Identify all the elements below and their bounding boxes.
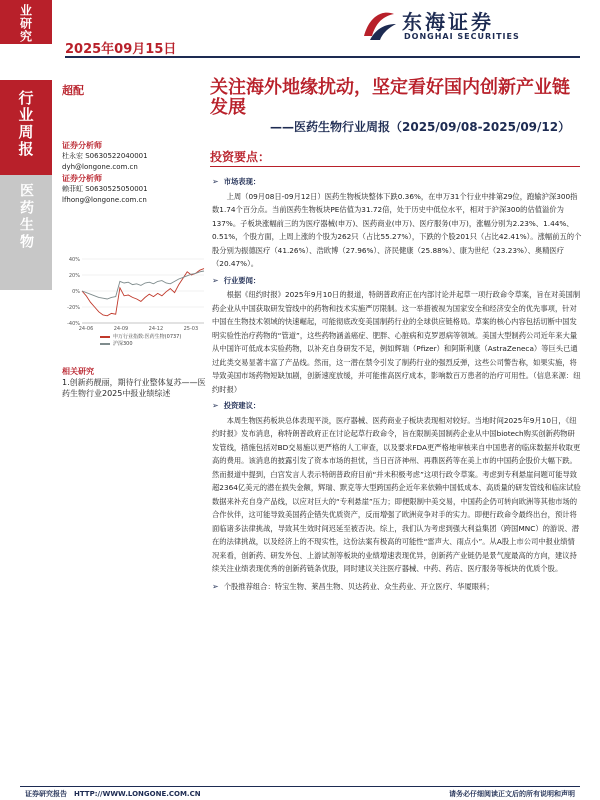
analyst-name: 赖菲虹 S0630525050001 [62, 185, 148, 193]
logo-mark-icon [360, 6, 398, 44]
related-research [62, 366, 207, 399]
analyst-name: 杜永宏 S0630522040001 [62, 152, 148, 160]
x-tick-label: 24-09 [113, 326, 129, 332]
report-title: 关注海外地缘扰动，坚定看好国内创新产业链发展 [210, 77, 570, 118]
report-subtitle: ——医药生物行业周报（2025/09/08-2025/09/12） [270, 120, 571, 134]
report-body [212, 172, 582, 593]
section-heading-news: ➢ 行业要闻： [212, 274, 582, 288]
x-tick-label: 24-12 [148, 326, 164, 332]
analyst-label: 证券分析师 [62, 174, 102, 183]
rating-badge: 超配 [62, 84, 84, 97]
logo-text-en: DONGHAI SECURITIES [404, 32, 520, 41]
y-tick-label: 20% [68, 273, 80, 279]
company-logo [360, 6, 560, 46]
paragraph-advice: 本周生物医药板块总体表现平淡，医疗器械、医药商业子板块表现相对较好。当地时间2025年9月10日，《纽约时报》发布消息，称特朗普政府正在讨论起草行政命令，旨在限制美国制药企业从中国biotech购买创新药物研发管线，措施包括对BD交易施以更严格的人工审查，以及要求FDA更严格地审核来自中国患者的临床数据并收取更高的费用。该消息的披露引发了资本市场的担忧，当日百济神州、再鼎医药等在美上市的中国药企股价大幅下跌。然而报道中提到，白宫发言人表示特朗普政府目前“并未积极考虑”这项行政令草案。考虑到专利悬崖问题可能导致超2364亿美元的潜在损失金额，辉瑞、默克等大型跨国药企近年来依赖中国低成本、高质量的研发管线和临床试验数据来补充自身产品线，以应对巨大的“专利悬崖”压力；即便限制中美交易，中国药企仍可转向欧洲等其他市场的合作伙伴，这可能导致美国药企错失优质资产，反而增强了欧洲竞争对手的实力。即便行政命令最终出台，预计将面临诸多法律挑战，导致其生效时间迟延至被否决。综上，我们认为考虑到强大利益集团（跨国MNC）的游说、潜在的法律挑战，以及经济上的不现实性，这份法案有极高的可能性“雷声大、雨点小”。从A股上市公司中报业绩情况来看，创新药、研发外包、上游试剂等板块的业绩增速表现优异，创新药产业链仍是景气度最高的方向，建议持续关注业绩表现优秀的创新药链条优股，同时建议关注医疗器械、中药、药店、医疗服务等板块的优质个股。 [212, 415, 581, 573]
footer-website[interactable]: 证券研究报告 HTTP://WWW.LONGONE.COM.CN [25, 790, 201, 798]
category-tab-weekly: 行业周报 [0, 80, 52, 175]
analyst-info [62, 140, 202, 206]
analyst-email[interactable]: lfhong@longone.com.cn [62, 196, 147, 204]
x-tick-label: 24-06 [78, 326, 94, 332]
y-tick-label: 0% [72, 289, 80, 295]
analyst-label: 证券分析师 [62, 141, 102, 150]
y-tick-label: 40% [68, 257, 80, 263]
footer-disclaimer: 请务必仔细阅读正文后的所有说明和声明 [449, 790, 575, 798]
related-item[interactable]: 1.创新药靓丽，期待行业整体复苏——医药生物行业2025中报业绩综述 [62, 378, 206, 398]
section-heading-market: ➢ 市场表现： [212, 175, 582, 189]
y-tick-label: -20% [67, 305, 80, 311]
section-heading-advice: ➢ 投资建议： [212, 399, 582, 413]
header-divider [65, 56, 580, 58]
performance-chart [60, 255, 208, 335]
series-line-0 [82, 269, 204, 316]
category-tab-research: 业研究 [0, 0, 52, 44]
x-tick-label: 25-03 [183, 326, 199, 332]
paragraph-news: 根据《纽约时报》2025年9月10日的报道，特朗普政府正在内部讨论并起草一项行政命令草案，旨在对美国制药企业从中国获取研发管线中的药物和技术实施严厉限制。这一举措被视为国家安全和经济安全的优先事项，针对中国在生物技术领域的快速崛起，可能彻底改变美国制药行业的全球供应链格局。草案的核心内容包括切断中国发明实验性治疗药物的“管道”，这些药物涵盖癌症、肥胖、心脏病和克罗恩病等领域。美国大型制药公司近年来大量从中国许可低成本实验药物，以补充自身研发不足，例如辉瑞（Pfizer）和阿斯利康（AstraZeneca）等巨头已通过此类交易显著丰富了产品线。然而，这一潜在禁令引发了制药行业的强烈反弹，这些公司警告称，如果实施，将导致美国市场药物短缺加剧，创新速度放缓，并可能推高医疗成本，影响数百万患者的治疗可用性。（信息来源：纽约时报） [212, 290, 581, 394]
points-heading: 投资要点： [210, 150, 271, 164]
legend-item: 申万行业指数:医药生物(0737) [100, 334, 181, 341]
chart-legend [100, 334, 181, 348]
footer-divider [20, 786, 580, 787]
legend-item: 沪深300 [100, 341, 181, 348]
category-tab-sector: 医药生物 [0, 175, 52, 290]
stock-portfolio: ➢ 个股推荐组合：特宝生物、莱昌生物、贝达药业、众生药业、开立医疗、华厦眼科； [212, 580, 582, 594]
report-date: 2025年09月15日 [65, 42, 177, 57]
points-divider [210, 166, 580, 167]
paragraph-market: 上周（09月08日-09月12日）医药生物板块整体下跌0.36%，在申万31个行业中排第29位，跑输沪深300指数1.74个百分点。当前医药生物板块PE估值为31.72倍，处于历史中低位水平，相对于沪深300的估值溢价为137%。子板块涨幅前三的为医疗器械(申万)、医药商业(申万)、医疗服务(申万)，涨幅分别为2.23%、1.44%、0.51%，个股方面，上周上涨的个股为262只（占比55.27%），下跌的个股201只（占比42.41%）。涨幅前五的个股分别为振德医疗（41.26%）、浩欧博（27.96%）、济民健康（25.88%）、康为世纪（23.23%）、奥精医疗（20.47%）。 [212, 191, 582, 268]
y-tick-label: -40% [67, 321, 80, 327]
analyst-email[interactable]: dyh@longone.com.cn [62, 163, 138, 171]
logo-text-cn: 东海证券 [402, 10, 494, 34]
related-label: 相关研究 [62, 367, 94, 376]
